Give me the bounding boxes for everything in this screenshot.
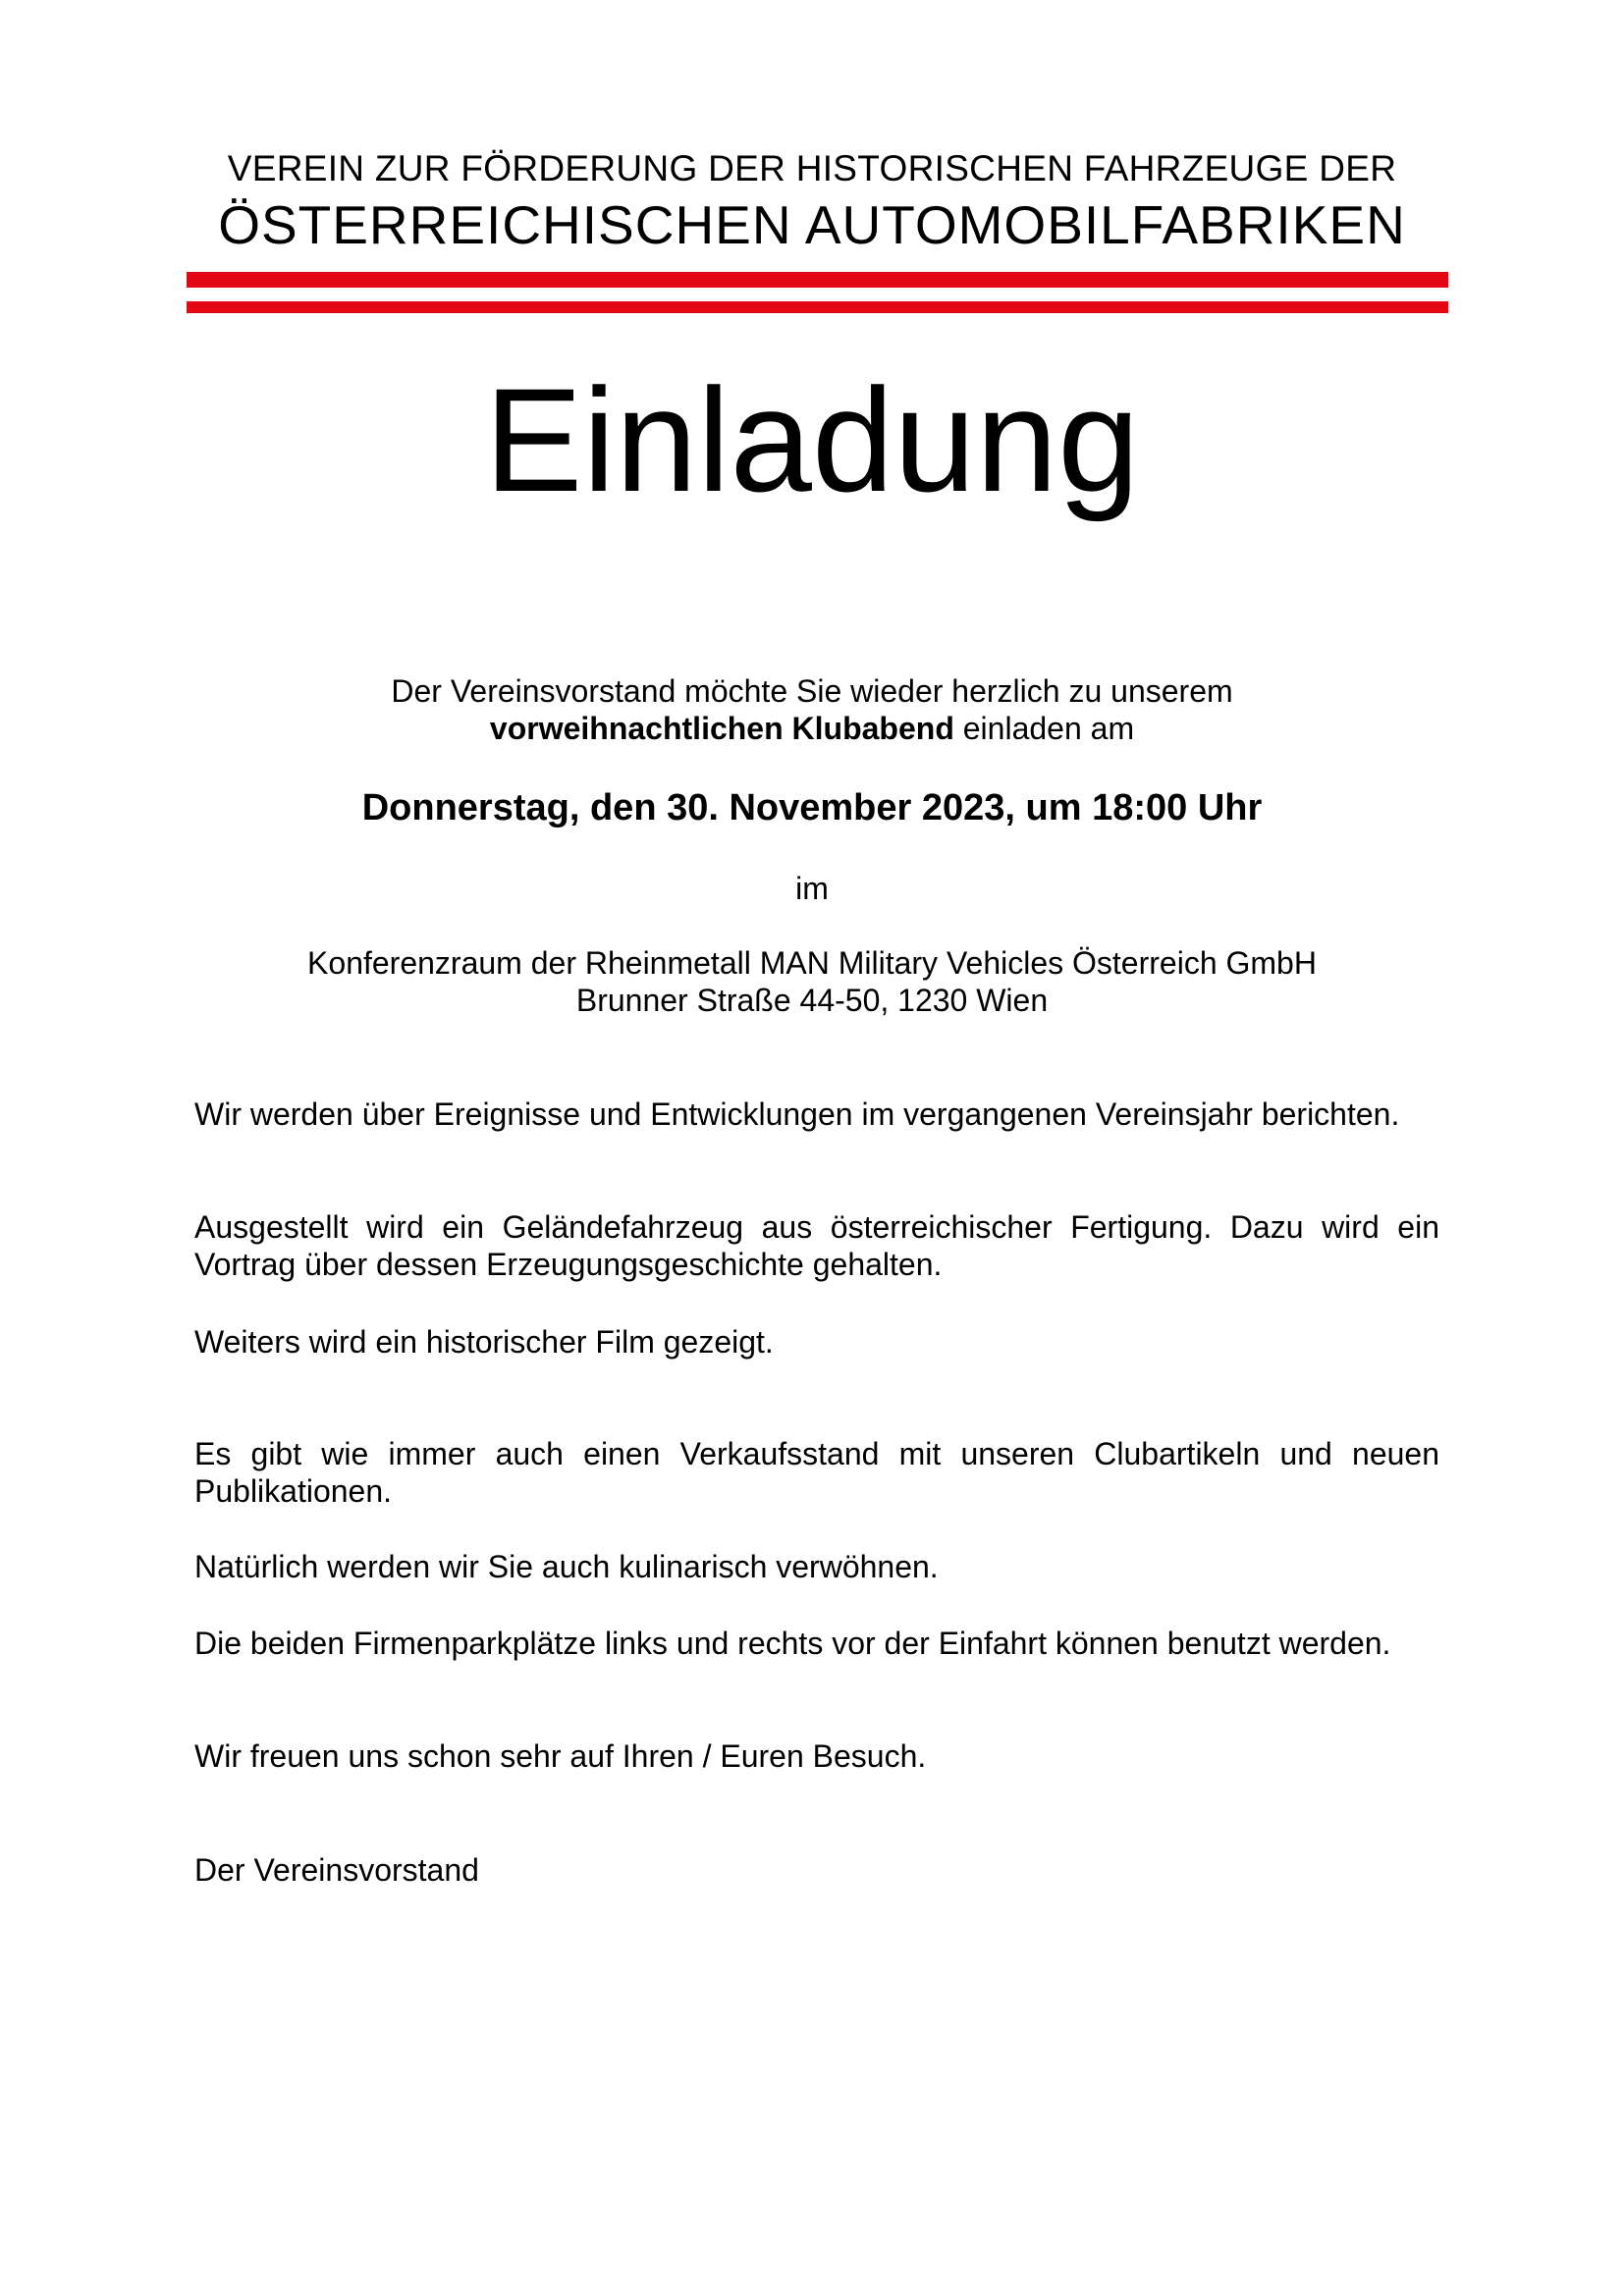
venue-name: Konferenzraum der Rheinmetall MAN Military Vehicles Österreich GmbH (307, 945, 1317, 981)
organization-name-line2: ÖSTERREICHISCHEN AUTOMOBILFABRIKEN (218, 194, 1406, 255)
body-paragraph: Natürlich werden wir Sie auch kulinarisch verwöhnen. (194, 1549, 939, 1584)
document-title: Einladung (484, 357, 1140, 522)
body-paragraph: Es gibt wie immer auch einen Verkaufsstand mit unseren Clubartikeln und neuen Publikationen. (194, 1436, 1439, 1509)
signature: Der Vereinsvorstand (194, 1852, 479, 1888)
event-name: vorweihnachtlichen Klubabend (489, 711, 954, 746)
body-paragraph: Die beiden Firmenparkplätze links und rechts vor der Einfahrt können benutzt werden. (194, 1626, 1391, 1661)
intro-line2-rest: einladen am (953, 711, 1135, 746)
venue-address: Brunner Straße 44-50, 1230 Wien (575, 983, 1049, 1018)
intro-line1: Der Vereinsvorstand möchte Sie wieder herzlich zu unserem (391, 673, 1233, 709)
header-rule-thick (187, 272, 1448, 288)
header-rule-thin (187, 301, 1448, 313)
intro-line2 (0, 710, 1624, 747)
location-preposition: im (795, 871, 829, 906)
event-date: Donnerstag, den 30. November 2023, um 18:00 Uhr (361, 787, 1263, 828)
body-paragraph: Ausgestellt wird ein Geländefahrzeug aus österreichischer Fertigung. Dazu wird ein Vortrag über dessen Erzeugungsgeschichte gehalten. (194, 1209, 1439, 1282)
body-paragraph: Wir freuen uns schon sehr auf Ihren / Euren Besuch. (194, 1738, 927, 1774)
organization-name-line1: VEREIN ZUR FÖRDERUNG DER HISTORISCHEN FAHRZEUGE DER (227, 148, 1397, 188)
body-paragraph: Wir werden über Ereignisse und Entwicklungen im vergangenen Vereinsjahr berichten. (194, 1096, 1400, 1132)
body-paragraph: Weiters wird ein historischer Film gezeigt. (194, 1324, 774, 1360)
